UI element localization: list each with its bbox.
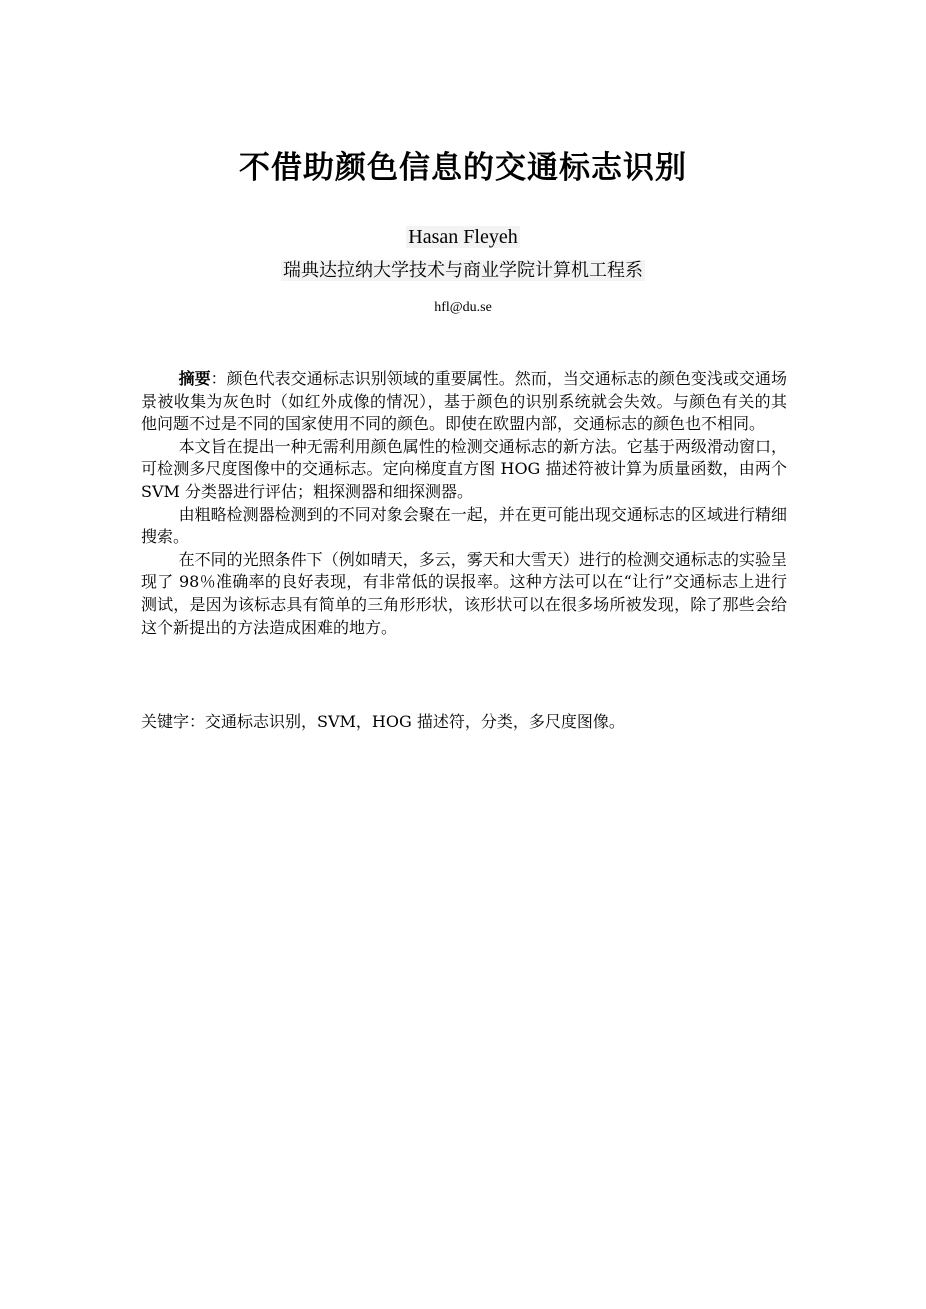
abstract-paragraph-3: 由粗略检测器检测到的不同对象会聚在一起，并在更可能出现交通标志的区域进行精细搜索。 xyxy=(141,504,787,547)
abstract-paragraph-4: 在不同的光照条件下（例如晴天，多云，雾天和大雪天）进行的检测交通标志的实验呈现了 98％准确率的良好表现，有非常低的误报率。这种方法可以在“让行”交通标志上进行测试，是因为该标志具有简单的三角形形状，该形状可以在很多场所被发现，除了那些会给这个新提出的方法造成困难的地方。 xyxy=(141,549,787,637)
author-affiliation-text: 瑞典达拉纳大学技术与商业学院计算机工程系 xyxy=(283,260,643,281)
abstract-paragraph-1 xyxy=(141,368,787,436)
abstract-paragraph-1-text: 颜色代表交通标志识别领域的重要属性。然而，当交通标志的颜色变浅或交通场景被收集为灰色时（如红外成像的情况），基于颜色的识别系统就会失效。与颜色有关的其他问题不过是不同的国家使用不同的颜色。即使在欧盟内部，交通标志的颜色也不相同。 xyxy=(141,369,787,434)
abstract-label: 摘要 xyxy=(178,369,211,388)
keywords: 关键字：交通标志识别，SVM，HOG 描述符，分类，多尺度图像。 xyxy=(141,712,625,731)
author-affiliation xyxy=(0,257,926,285)
author-email: hfl@du.se xyxy=(434,300,492,315)
abstract-label-colon: ： xyxy=(210,369,227,388)
abstract xyxy=(141,368,787,639)
author-name-text: Hasan Fleyeh xyxy=(408,226,518,248)
author-name xyxy=(0,224,926,250)
paper-title: 不借助颜色信息的交通标志识别 xyxy=(239,150,687,186)
abstract-paragraph-2: 本文旨在提出一种无需利用颜色属性的检测交通标志的新方法。它基于两级滑动窗口，可检测多尺度图像中的交通标志。定向梯度直方图 HOG 描述符被计算为质量函数，由两个 SVM 分类器进行评估；粗探测器和细探测器。 xyxy=(141,436,787,501)
